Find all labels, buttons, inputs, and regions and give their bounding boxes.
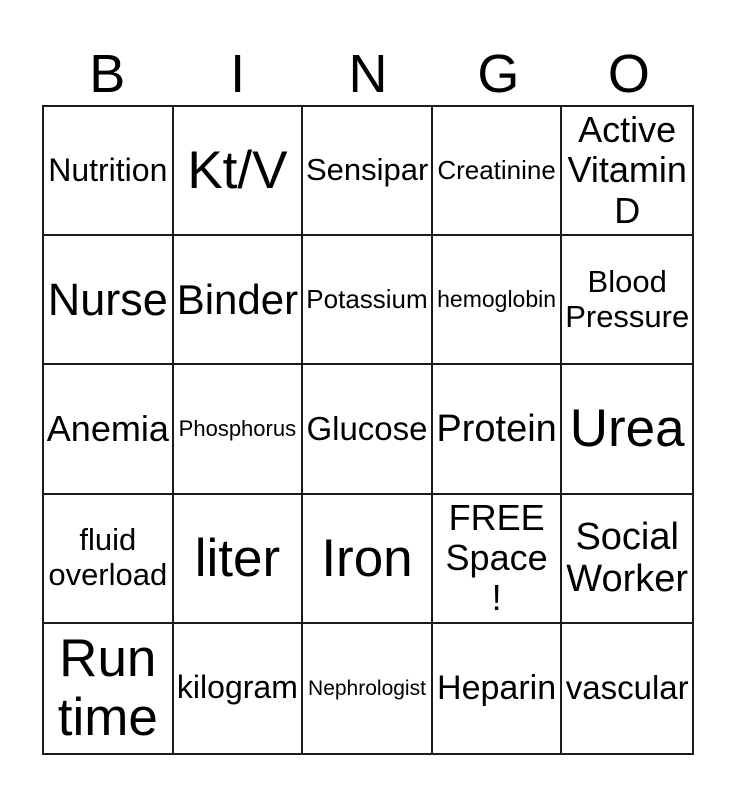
- bingo-cell[interactable]: [174, 495, 304, 624]
- bingo-cell[interactable]: [303, 107, 433, 236]
- bingo-cell-label: fluid overload: [48, 522, 168, 593]
- bingo-cell-label: Binder: [176, 276, 299, 324]
- bingo-cell[interactable]: [174, 236, 304, 365]
- bingo-cell[interactable]: [174, 624, 304, 753]
- bingo-cell[interactable]: [562, 236, 692, 365]
- bingo-cell-label: Nutrition: [48, 151, 168, 188]
- bingo-cell[interactable]: [44, 624, 174, 753]
- bingo-cell-label: Blood Pressure: [565, 264, 690, 334]
- bingo-cell-label: FREE Space !: [445, 496, 548, 619]
- bingo-cell-label: Nurse: [47, 273, 168, 325]
- bingo-header-letter-i: I: [230, 44, 246, 104]
- bingo-cell[interactable]: [174, 365, 304, 494]
- bingo-grid: [42, 105, 694, 755]
- bingo-cell[interactable]: [562, 495, 692, 624]
- bingo-cell[interactable]: [44, 365, 174, 494]
- bingo-cell[interactable]: [433, 236, 563, 365]
- bingo-cell-label: Sensipar: [305, 152, 429, 188]
- bingo-cell-label: Creatinine: [437, 155, 556, 186]
- bingo-cell[interactable]: [303, 495, 433, 624]
- bingo-cell[interactable]: [433, 107, 563, 236]
- bingo-cell[interactable]: [562, 624, 692, 753]
- bingo-cell[interactable]: [303, 365, 433, 494]
- bingo-cell-label: Anemia: [46, 407, 169, 449]
- bingo-cell-label: Phosphorus: [178, 415, 297, 441]
- bingo-cell-label: Glucose: [306, 409, 428, 447]
- bingo-cell-label: Active Vitamin D: [567, 109, 687, 231]
- bingo-cell-label: Iron: [321, 528, 413, 588]
- bingo-header-letter-g: G: [477, 44, 520, 104]
- bingo-cell-label: Protein: [436, 407, 557, 450]
- bingo-header-letter-o: O: [607, 44, 650, 104]
- bingo-cell-label: hemoglobin: [437, 285, 557, 312]
- bingo-cell-label: Kt/V: [187, 140, 288, 200]
- bingo-cell-label: Social Worker: [566, 515, 689, 601]
- bingo-cell[interactable]: [303, 624, 433, 753]
- bingo-cell[interactable]: [44, 107, 174, 236]
- bingo-header: [42, 0, 694, 105]
- bingo-cell-label: Heparin: [437, 669, 557, 708]
- bingo-cell[interactable]: [562, 107, 692, 236]
- bingo-cell-label: Potassium: [306, 284, 428, 315]
- bingo-cell-label: vascular: [565, 668, 689, 706]
- bingo-cell-label: Nephrologist: [308, 676, 426, 700]
- bingo-cell[interactable]: [174, 107, 304, 236]
- bingo-cell[interactable]: [433, 624, 563, 753]
- bingo-cell[interactable]: [562, 365, 692, 494]
- bingo-free-space-cell[interactable]: [433, 495, 563, 624]
- bingo-cell-label: liter: [194, 528, 281, 588]
- bingo-cell[interactable]: [433, 365, 563, 494]
- bingo-cell[interactable]: [44, 495, 174, 624]
- bingo-header-letter-n: N: [348, 44, 388, 104]
- bingo-cell-label: Urea: [569, 399, 685, 459]
- bingo-cell[interactable]: [303, 236, 433, 365]
- bingo-cell-label: kilogram: [176, 669, 298, 706]
- bingo-header-letter-b: B: [89, 44, 126, 104]
- bingo-cell[interactable]: [44, 236, 174, 365]
- bingo-cell-label: Run time: [57, 629, 158, 748]
